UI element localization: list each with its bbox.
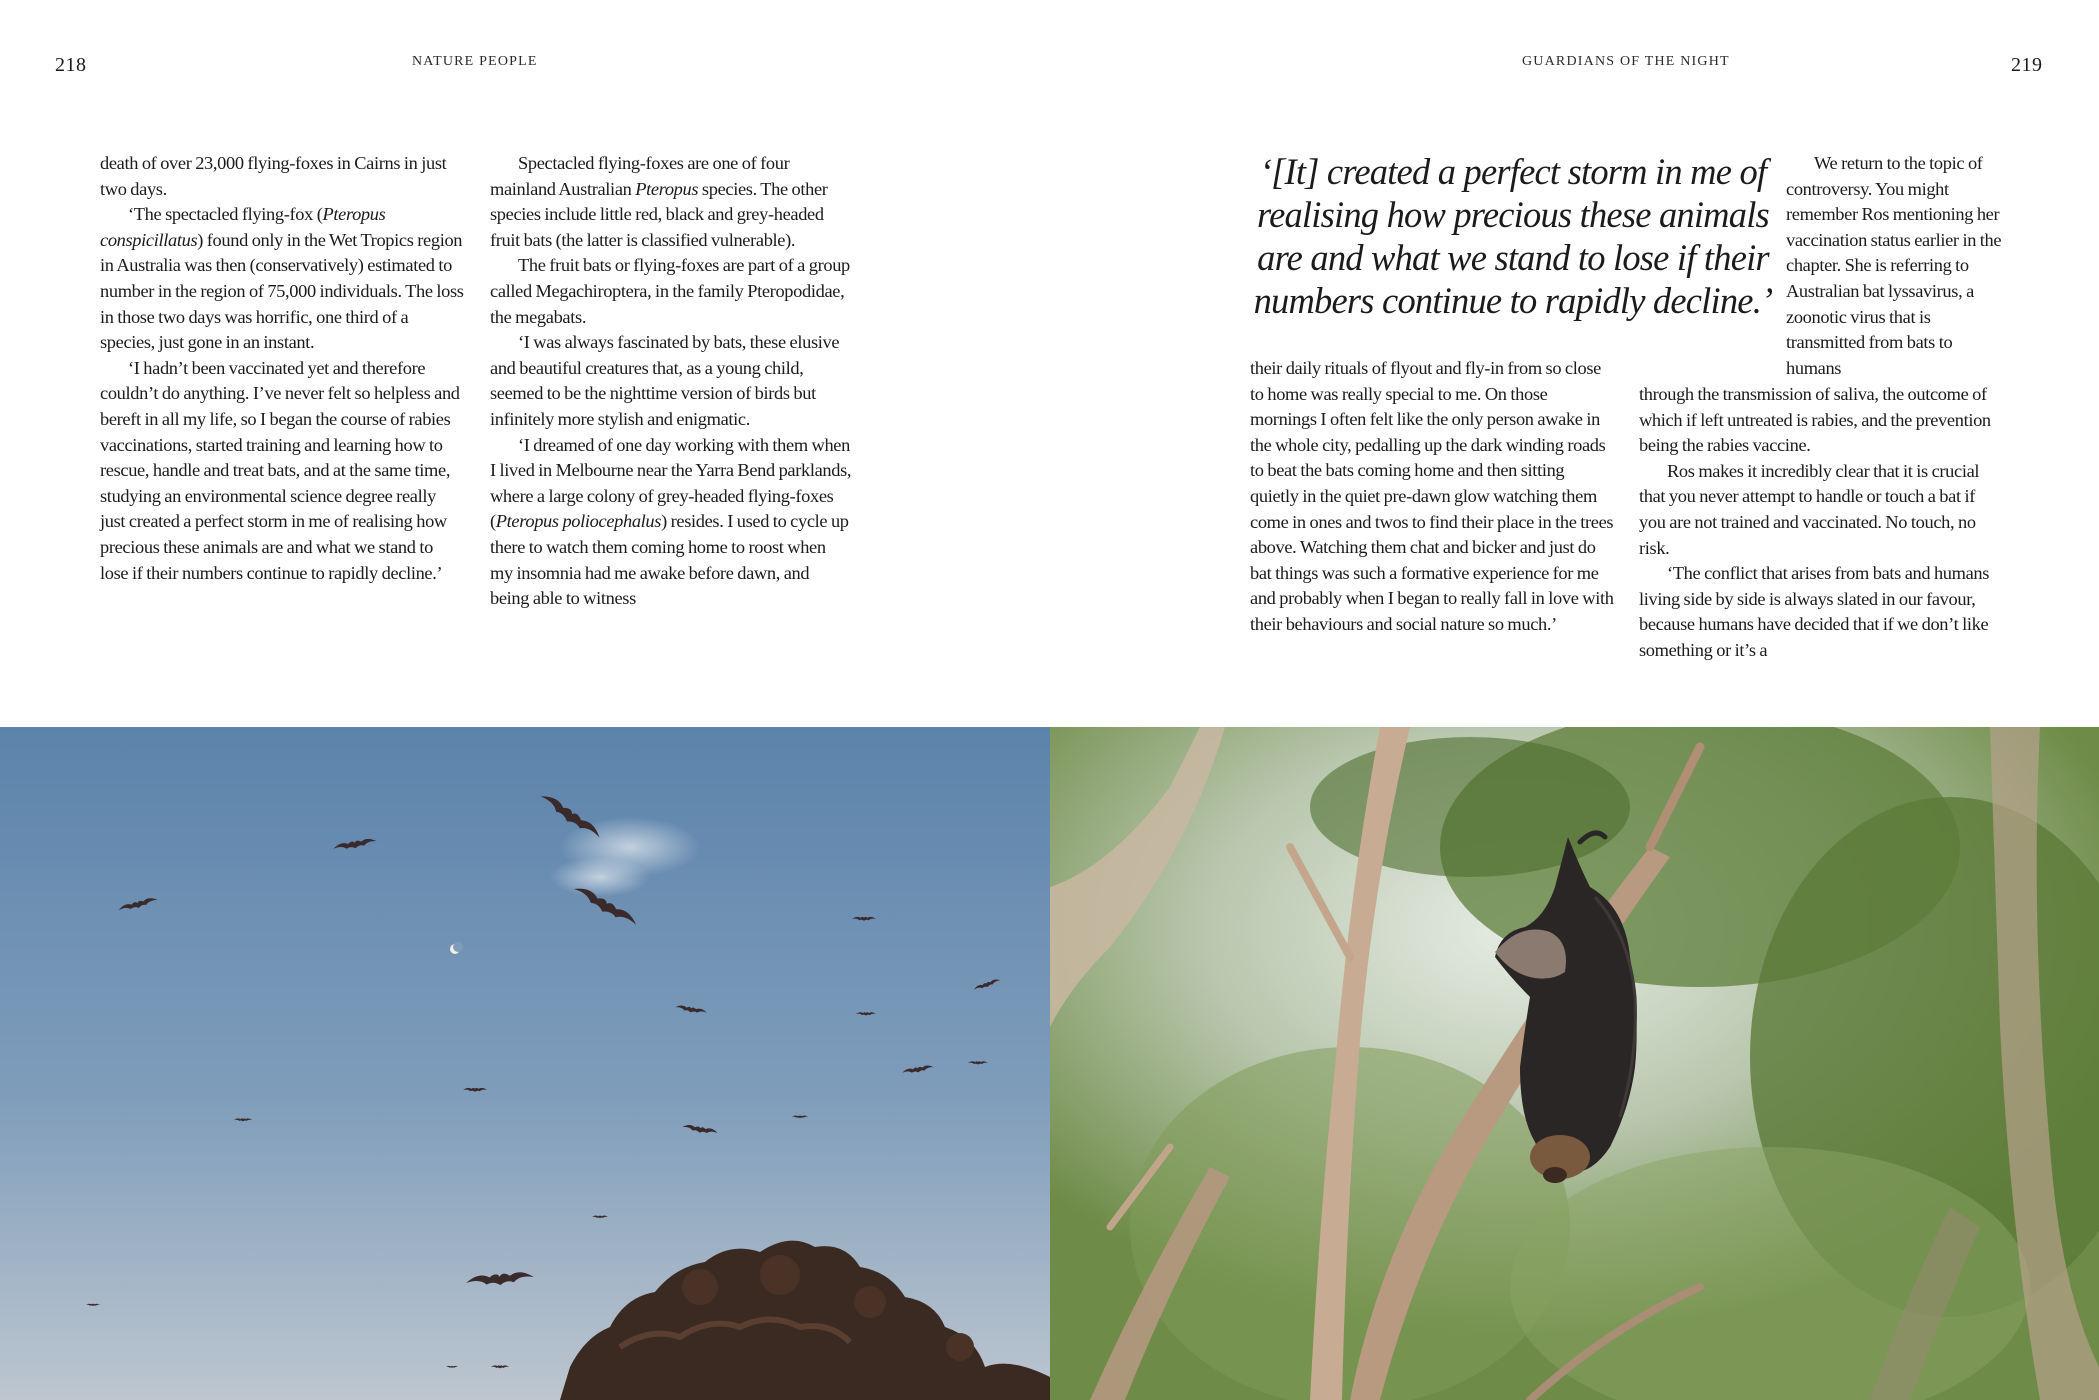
pull-quote: ‘[It] created a perfect storm in me of realising how precious these animals are and what we stand to lose if their numbers continue to rapidly decline.’ [1253, 151, 1773, 321]
left-column-2 [490, 151, 852, 612]
paragraph: ‘I dreamed of one day working with them when I lived in Melbourne near the Yarra Bend parklands, where a large colony of grey-headed flying-foxes (Pteropus poliocephalus) resides. I used to cycle up there to watch them coming home to roost when my insomnia had me awake before dawn, and being able to witness [490, 434, 852, 609]
right-column-2-bottom [1639, 382, 2005, 664]
species-name: Pteropus poliocephalus [495, 511, 662, 532]
species-name: Pteropus conspicillatus [100, 204, 386, 250]
right-column-1 [1250, 356, 1615, 638]
paragraph: ‘The conflict that arises from bats and humans living side by side is always slated in our favour, because humans have decided that if we don’t like something or it’s a [1639, 563, 1990, 660]
paragraph: The fruit bats or flying-foxes are part of a group called Megachiroptera, in the family Pteropodidae, the megabats. [490, 255, 850, 327]
page-number-right: 219 [2011, 54, 2043, 76]
paragraph: We return to the topic of controversy. You might remember Ros mentioning her vaccination status earlier in the chapter. She is referring to Australian bat lyssavirus, a zoonotic virus that is transmitted from bats to humans [1786, 153, 2002, 378]
bat-hanging-branch-photo [1050, 727, 2099, 1400]
paragraph: Ros makes it incredibly clear that it is crucial that you never attempt to handle or touch a bat if you are not trained and vaccinated. No touch, no risk. [1639, 460, 1980, 558]
running-head-right: GUARDIANS OF THE NIGHT [1522, 54, 1730, 69]
bats-flying-dusk-photo [0, 727, 1050, 1400]
page-number-left: 218 [55, 54, 87, 76]
paragraph-continued: through the transmission of saliva, the outcome of which if left untreated is rabies, and the prevention being the rabies vaccine. [1639, 384, 1991, 456]
paragraph: death of over 23,000 flying-foxes in Cairns in just two days. [100, 153, 447, 199]
left-column-1 [100, 151, 464, 586]
right-column-2-top [1786, 151, 2002, 381]
paragraph: ‘The spectacled flying-fox (Pteropus conspicillatus) found only in the Wet Tropics region in Australia was then (conservatively) estimated to number in the region of 75,000 individuals. The loss in those two days was horrific, one third of a species, just gone in an instant. [100, 204, 464, 353]
bat-branch-illustration [1050, 727, 2099, 1400]
paragraph: Spectacled flying-foxes are one of four mainland Australian Pteropus species. The other species include little red, black and grey-headed fruit bats (the latter is classified vulnerable). [490, 153, 828, 250]
paragraph: ‘I was always fascinated by bats, these elusive and beautiful creatures that, as a young child, seemed to be the nighttime version of birds but infinitely more stylish and enigmatic. [490, 332, 840, 429]
paragraph: ‘I hadn’t been vaccinated yet and therefore couldn’t do anything. I’ve never felt so helpless and bereft in all my life, so I began the course of rabies vaccinations, started training and learning how to rescue, handle and treat bats, and at the same time, studying an environmental science degree really just created a perfect storm in me of realising how precious these animals are and what we stand to lose if their numbers continue to rapidly decline.’ [100, 357, 460, 583]
running-head-left: NATURE PEOPLE [412, 54, 538, 69]
paragraph: their daily rituals of flyout and fly-in from so close to home was really special to me. On those mornings I often felt like the only person awake in the whole city, pedalling up the dark winding roads to beat the bats coming home and then sitting quietly in the quiet pre-dawn glow watching them come in ones and twos to find their place in the trees above. Watching them chat and bicker and just do bat things was such a formative experience for me and probably when I began to really fall in love with their behaviours and social nature so much.’ [1250, 358, 1614, 634]
bats-sky-illustration [0, 727, 1050, 1400]
genus-name: Pteropus [635, 178, 699, 199]
